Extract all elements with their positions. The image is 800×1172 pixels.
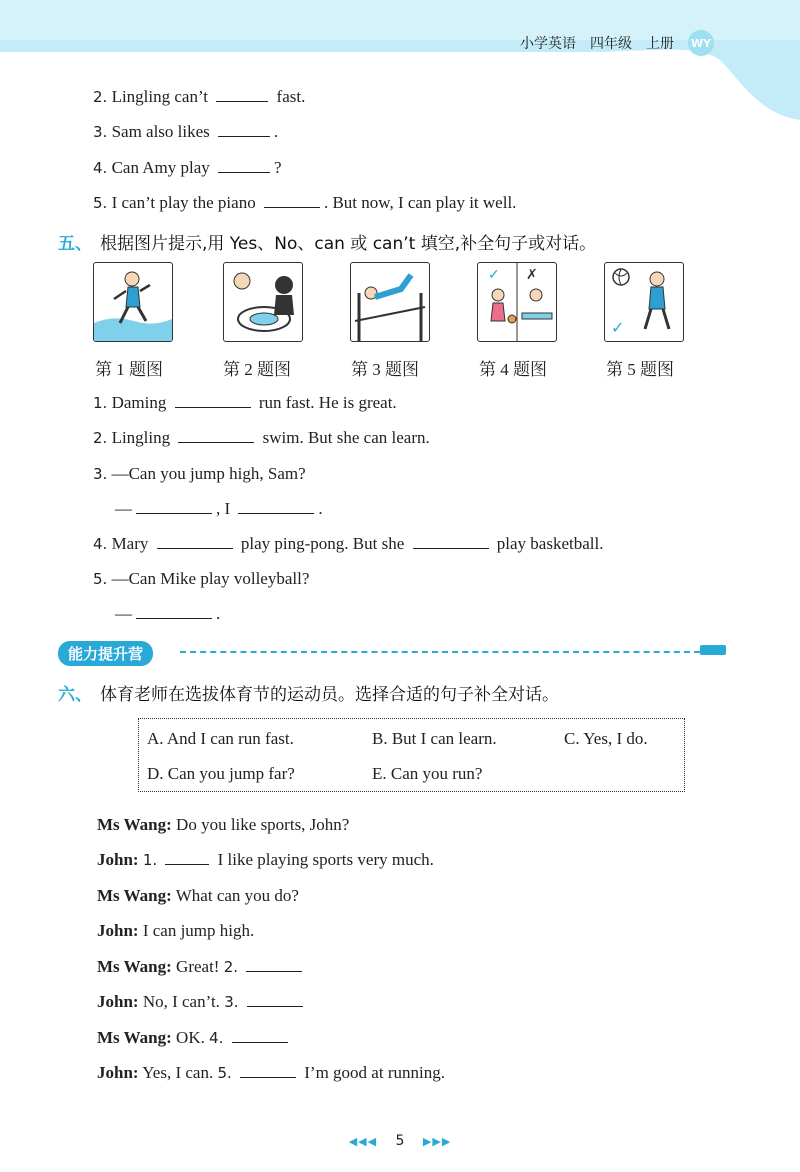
s5-q3-answer: — , I . [115, 499, 323, 518]
header-subject: 小学英语 [520, 36, 576, 52]
header-wave [0, 0, 800, 130]
section-6-title: 六、 体育老师在选拔体育节的运动员。选择合适的句子补全对话。 [58, 685, 559, 705]
option-c: C. Yes, I do. [564, 729, 648, 748]
picture-5-volleyball [604, 262, 684, 342]
dialog-line-8: John: Yes, I can. 5. I’m good at running. [97, 1063, 445, 1082]
picture-2-swimming [223, 262, 303, 342]
section-5-title: 五、 根据图片提示,用 Yes、No、can 或 can’t 填空,补全句子或对话。 [58, 234, 597, 254]
left-arrows-icon: ◀◀◀ [348, 1135, 378, 1148]
picture-caption-4: 第 4 题图 [479, 360, 547, 379]
s5-q2: 2. Lingling swim. But she can learn. [93, 428, 430, 447]
p4-q2: 2. Lingling can’t fast. [93, 87, 306, 106]
s5-q5-answer: — . [115, 604, 221, 623]
header-grade: 四年级 [590, 36, 632, 52]
svg-text:✓: ✓ [488, 268, 500, 283]
s5-q1: 1. Daming run fast. He is great. [93, 393, 397, 412]
dialog-line-4: John: I can jump high. [97, 921, 255, 940]
picture-caption-2: 第 2 题图 [223, 360, 291, 379]
answer-blank[interactable] [157, 547, 233, 549]
dialog-line-1: Ms Wang: Do you like sports, John? [97, 815, 350, 834]
s5-q5: 5. —Can Mike play volleyball? [93, 569, 310, 588]
answer-blank[interactable] [218, 135, 270, 137]
page-number: 5 [395, 1133, 405, 1149]
dialog-line-6: John: No, I can’t. 3. [97, 992, 307, 1012]
option-b: B. But I can learn. [372, 729, 497, 748]
p4-q5: 5. I can’t play the piano . But now, I can play it well. [93, 193, 517, 212]
svg-text:✓: ✓ [611, 320, 625, 337]
right-arrows-icon: ▶▶▶ [422, 1135, 452, 1148]
publisher-badge: WY [688, 30, 714, 56]
page-header [520, 30, 714, 56]
dialog-line-7: Ms Wang: OK. 4. [97, 1028, 292, 1048]
p4-q3: 3. Sam also likes . [93, 122, 279, 141]
s5-q3: 3. —Can you jump high, Sam? [93, 464, 306, 483]
answer-blank[interactable] [136, 617, 212, 619]
pencil-icon [700, 645, 726, 655]
answer-blank[interactable] [238, 512, 314, 514]
page-footer [0, 1133, 800, 1149]
dialog-line-5: Ms Wang: Great! 2. [97, 957, 306, 977]
answer-blank[interactable] [413, 547, 489, 549]
picture-3-high-jump [350, 262, 430, 342]
picture-row [93, 262, 693, 382]
answer-blank[interactable] [178, 441, 254, 443]
answer-blank[interactable] [264, 206, 320, 208]
answer-blank[interactable] [246, 970, 302, 972]
dialog-line-3: Ms Wang: What can you do? [97, 886, 299, 905]
picture-caption-3: 第 3 题图 [351, 360, 419, 379]
dialog-line-2: John: 1. I like playing sports very much. [97, 850, 434, 869]
answer-blank[interactable] [136, 512, 212, 514]
options-box [138, 718, 685, 792]
option-e: E. Can you run? [372, 764, 483, 783]
answer-blank[interactable] [175, 406, 251, 408]
svg-text:✗: ✗ [526, 268, 538, 283]
ability-banner: 能力提升营 [58, 641, 153, 666]
answer-blank[interactable] [216, 100, 268, 102]
picture-1-running-boy [93, 262, 173, 342]
picture-caption-5: 第 5 题图 [606, 360, 674, 379]
picture-caption-1: 第 1 题图 [95, 360, 163, 379]
answer-blank[interactable] [218, 171, 270, 173]
answer-blank[interactable] [247, 1005, 303, 1007]
option-a: A. And I can run fast. [147, 729, 294, 748]
picture-4-ping-pong [477, 262, 557, 342]
option-d: D. Can you jump far? [147, 764, 295, 783]
answer-blank[interactable] [165, 863, 209, 865]
header-term: 上册 [646, 36, 674, 52]
answer-blank[interactable] [232, 1041, 288, 1043]
p4-q4: 4. Can Amy play ? [93, 158, 282, 177]
banner-dashline [180, 651, 700, 653]
answer-blank[interactable] [240, 1076, 296, 1078]
s5-q4: 4. Mary play ping-pong. But she play basketball. [93, 534, 604, 553]
